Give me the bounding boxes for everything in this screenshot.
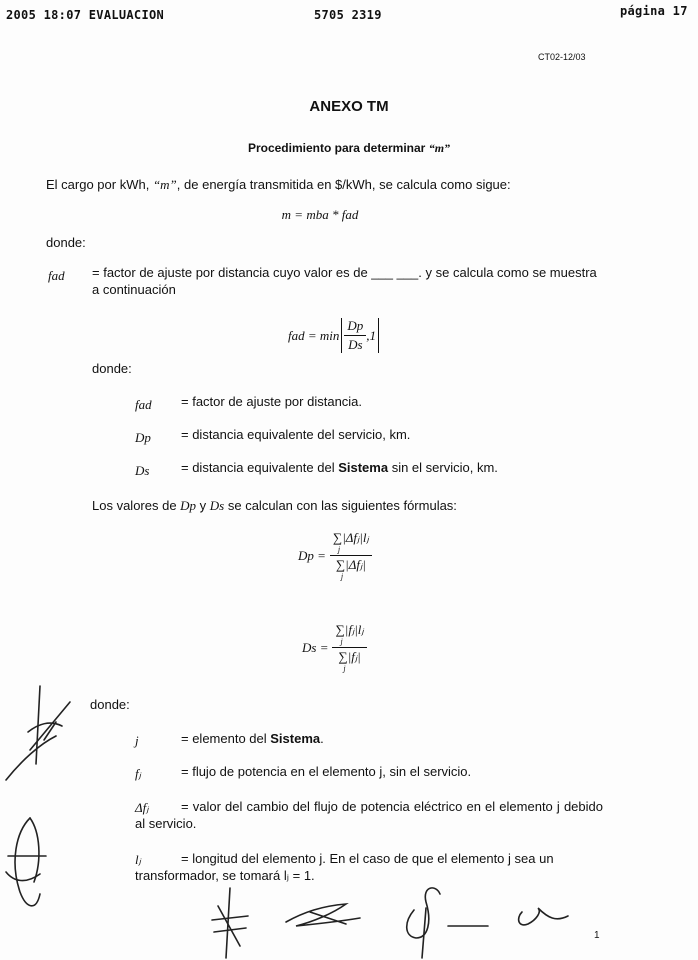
page-number: 1: [594, 930, 600, 941]
values-mid: y: [196, 498, 210, 513]
def-text-j-post: .: [320, 731, 324, 746]
formula-ds-num-index: j: [340, 637, 343, 646]
def-text-ds-pre: = distancia equivalente del: [181, 460, 339, 475]
def-symbol-dp: Dp: [135, 430, 151, 445]
values-line: [92, 498, 457, 514]
fad-definition: = factor de ajuste por distancia cuyo valor es de ___ ___. y se calcula como se muestra a continuación: [92, 265, 597, 297]
formula-dp-den-index: j: [340, 572, 344, 581]
subtitle-text: Procedimiento para determinar: [247, 141, 429, 155]
def-text-lj: = longitud del elemento j. En el caso de que el elemento j sea un transformador, se tomará lⱼ = 1.: [135, 851, 554, 883]
fax-header-left: 2005 18:07 EVALUACION: [6, 8, 165, 22]
def-symbol-fj: fⱼ: [135, 766, 141, 781]
values-var-ds: Ds: [209, 498, 225, 513]
annex-title: ANEXO TM: [309, 98, 389, 115]
formula-fad-lhs: fad = min: [288, 327, 340, 343]
donde-label-3: donde:: [90, 697, 130, 712]
subtitle-variable: “m”: [428, 141, 451, 155]
def-text-dp: = distancia equivalente del servicio, km.: [181, 427, 411, 442]
fad-symbol: fad: [48, 268, 65, 283]
formula-dp-numerator: ∑|Δfⱼ|lⱼ: [332, 530, 369, 545]
values-post: se calculan con las siguientes fórmulas:: [224, 498, 457, 513]
donde-label-2: donde:: [92, 361, 132, 376]
def-symbol-delta-fj: Δfⱼ: [135, 800, 149, 815]
def-text-ds-bold: Sistema: [338, 460, 389, 475]
signature-mark-left-bottom: [0, 812, 60, 922]
signature-mark-left-top: [0, 680, 90, 790]
intro-variable: “m”: [152, 177, 177, 192]
formula-fad-numerator: Dp: [344, 318, 366, 336]
formula-dp-denominator: ∑|Δfⱼ|: [335, 557, 366, 572]
def-symbol-j: j: [135, 733, 139, 748]
formula-fad-denominator: Ds: [348, 337, 363, 352]
formula-ds: [302, 622, 367, 673]
formula-dp-num-index: j: [337, 545, 341, 554]
formula-ds-denominator: ∑|fⱼ|: [338, 649, 361, 664]
formula-dp: [298, 530, 372, 581]
formula-fad: [288, 318, 379, 353]
document-code: CT02-12/03: [538, 52, 586, 62]
values-pre: Los valores de: [92, 498, 181, 513]
def-text-j-bold: Sistema: [270, 731, 321, 746]
def-symbol-ds: Ds: [135, 463, 150, 478]
def-text-ds: [181, 460, 498, 475]
fax-header-center: 5705 2319: [314, 8, 382, 22]
def-text-fad: = factor de ajuste por distancia.: [181, 394, 363, 409]
def-text-delta-fj: = valor del cambio del flujo de potencia eléctrico en el elemento j debido al servicio.: [135, 799, 603, 831]
formula-ds-lhs: Ds =: [302, 639, 329, 655]
intro-text-post: , de energía transmitida en $/kWh, se calcula como sigue:: [176, 177, 511, 192]
values-var-dp: Dp: [180, 498, 197, 513]
donde-label-1: donde:: [46, 235, 86, 250]
formula-ds-den-index: j: [343, 664, 346, 673]
def-text-j: [181, 731, 324, 746]
def-symbol-fad: fad: [135, 397, 152, 412]
fax-header-right: página 17: [620, 4, 688, 18]
formula-ds-numerator: ∑|fⱼ|lⱼ: [335, 622, 364, 637]
formula-m: m = mba * fad: [281, 207, 359, 222]
def-text-j-pre: = elemento del: [181, 731, 271, 746]
intro-paragraph: [46, 177, 511, 193]
intro-text-pre: El cargo por kWh,: [46, 177, 153, 192]
signatures-bottom: [200, 882, 640, 960]
formula-dp-lhs: Dp =: [298, 547, 326, 563]
def-text-fj: = flujo de potencia en el elemento j, sin el servicio.: [181, 764, 472, 779]
def-symbol-lj: lⱼ: [135, 852, 141, 867]
formula-fad-tail: ,1: [366, 327, 377, 343]
def-text-ds-post: sin el servicio, km.: [388, 460, 498, 475]
procedure-subtitle: [0, 141, 698, 156]
